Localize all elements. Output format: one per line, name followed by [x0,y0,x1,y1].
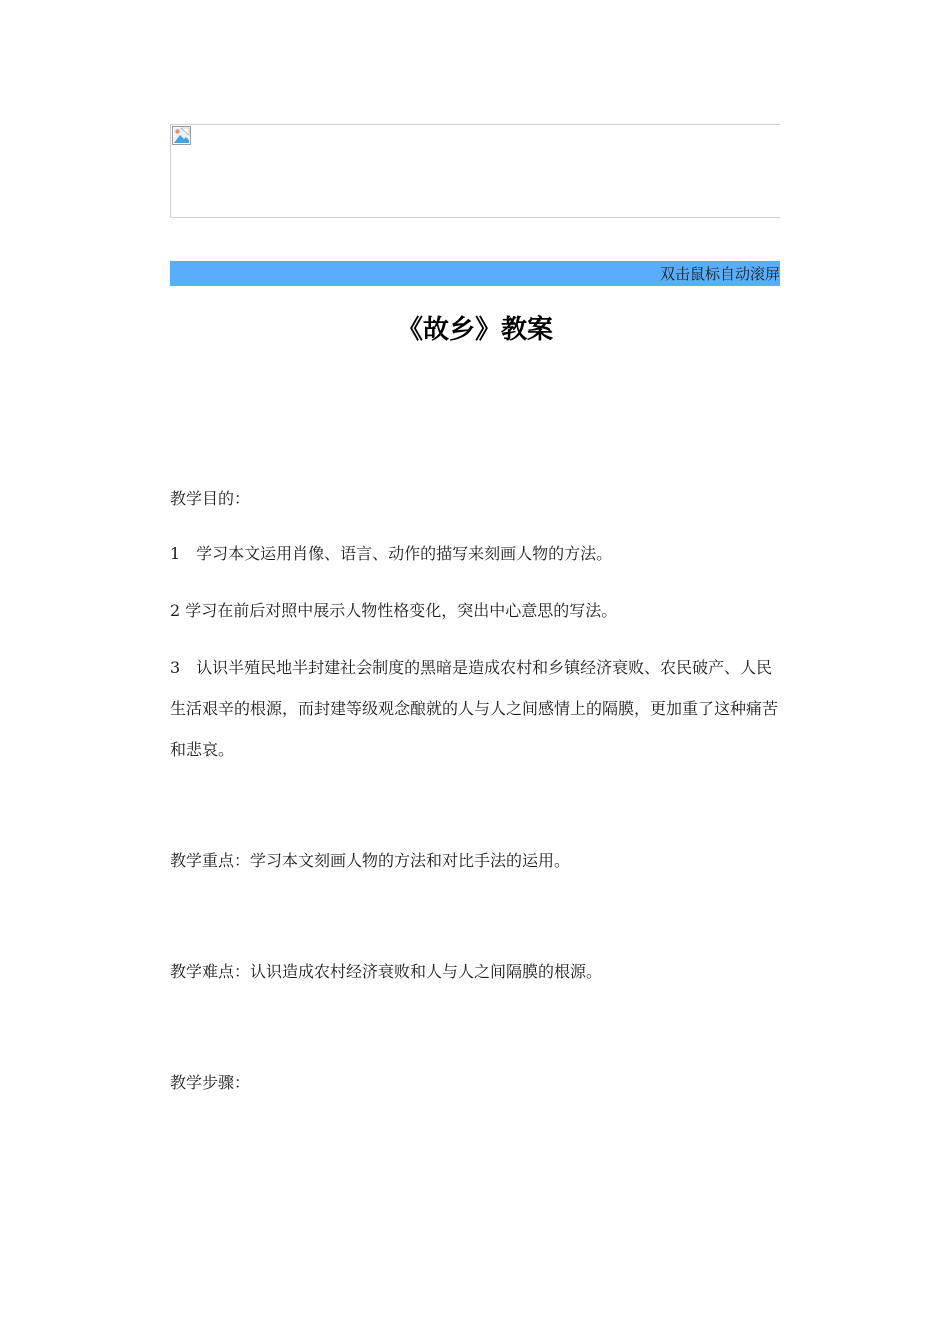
image-placeholder [170,124,780,218]
difficulty-point: 教学难点：认识造成农村经济衰败和人与人之间隔膜的根源。 [170,962,603,981]
goals-heading: 教学目的： [170,489,251,508]
broken-image-icon [172,126,191,145]
goal-item-1: 1 学习本文运用肖像、语言、动作的描写来刻画人物的方法。 [170,544,613,563]
auto-scroll-hint: 双击鼠标自动滚屏 [659,265,780,283]
key-point: 教学重点：学习本文刻画人物的方法和对比手法的运用。 [170,851,571,870]
steps-heading: 教学步骤： [170,1073,251,1092]
goal-item-3: 3 认识半殖民地半封建社会制度的黑暗是造成农村和乡镇经济衰败、农民破产、人民生活艰辛的根源，而封建等级观念酿就的人与人之间感情上的隔膜，更加重了这种痛苦和悲哀。 [170,658,779,759]
goal-item-2: 2 学习在前后对照中展示人物性格变化，突出中心意思的写法。 [170,601,618,620]
auto-scroll-bar[interactable] [170,261,780,286]
page-title: 《故乡》教案 [396,315,553,345]
